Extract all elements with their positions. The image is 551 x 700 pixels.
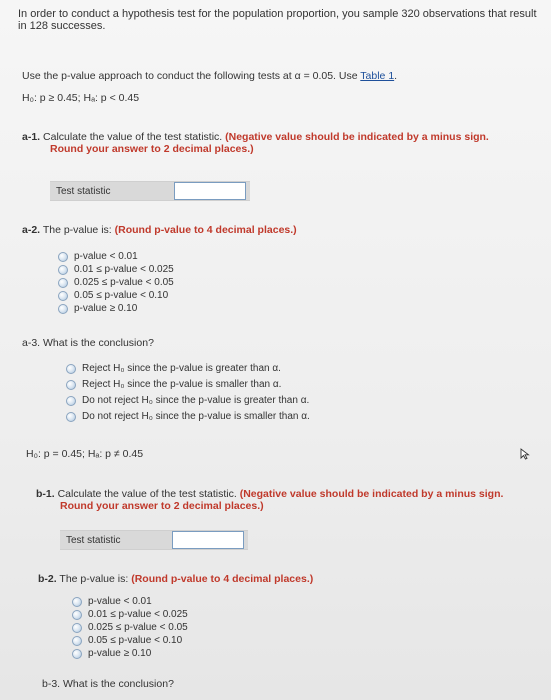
b2-option-2-label: 0.01 ≤ p-value < 0.025 <box>88 609 188 620</box>
b2-option-1-label: p-value < 0.01 <box>88 596 152 607</box>
a1-note2: Round your answer to 2 decimal places.) <box>50 143 254 155</box>
radio-icon[interactable] <box>72 597 82 607</box>
a1-test-statistic-input[interactable] <box>174 182 246 200</box>
hypothesis-a: H₀: p ≥ 0.45; Hₐ: p < 0.45 <box>22 92 140 104</box>
instructions <box>22 70 397 82</box>
a3-option-4-label: Do not reject H₀ since the p-value is smaller than α. <box>82 411 310 422</box>
a1-text: Calculate the value of the test statistic. <box>43 131 223 143</box>
b1-input-row <box>60 530 248 550</box>
a3-label: a-3. <box>22 337 41 349</box>
radio-icon[interactable] <box>58 291 68 301</box>
a2-text: The p-value is: <box>42 224 112 236</box>
b3-label: b-3. <box>42 678 61 690</box>
radio-icon[interactable] <box>58 265 68 275</box>
b2-label: b-2. <box>38 573 57 585</box>
a2-option-5-label: p-value ≥ 0.10 <box>74 303 138 314</box>
a2-option-5[interactable] <box>58 303 137 314</box>
radio-icon[interactable] <box>66 380 76 390</box>
b1-test-statistic-input[interactable] <box>172 531 244 549</box>
a2-option-2-label: 0.01 ≤ p-value < 0.025 <box>74 264 174 275</box>
a1-field-label: Test statistic <box>56 185 111 197</box>
a1-input-row <box>50 181 250 201</box>
a2-note: (Round p-value to 4 decimal places.) <box>114 224 297 236</box>
question-b1 <box>36 488 503 500</box>
a2-option-3-label: 0.025 ≤ p-value < 0.05 <box>74 277 174 288</box>
a3-option-4[interactable] <box>66 411 310 422</box>
a3-option-2[interactable] <box>66 379 281 390</box>
instructions-text: Use the p-value approach to conduct the following tests at α = 0.05. Use <box>22 70 361 82</box>
b2-option-4[interactable] <box>72 635 182 646</box>
a2-option-4[interactable] <box>58 290 168 301</box>
instructions-suffix: . <box>394 70 398 82</box>
radio-icon[interactable] <box>66 396 76 406</box>
a3-text: What is the conclusion? <box>43 337 154 349</box>
question-a2 <box>22 224 297 236</box>
a1-label: a-1. <box>22 131 41 143</box>
b2-option-2[interactable] <box>72 609 188 620</box>
b3-text: What is the conclusion? <box>63 678 174 690</box>
radio-icon[interactable] <box>58 278 68 288</box>
b2-option-3-label: 0.025 ≤ p-value < 0.05 <box>88 622 188 633</box>
question-a1 <box>22 131 489 143</box>
a3-option-3[interactable] <box>66 395 309 406</box>
a3-option-2-label: Reject H₀ since the p-value is smaller than α. <box>82 379 282 390</box>
a2-option-1[interactable] <box>58 251 138 262</box>
b2-text: The p-value is: <box>59 573 129 585</box>
b1-field-label: Test statistic <box>66 534 121 546</box>
a3-option-1[interactable] <box>66 363 281 374</box>
b2-option-5[interactable] <box>72 648 151 659</box>
a2-option-3[interactable] <box>58 277 174 288</box>
question-b2 <box>38 573 313 585</box>
radio-icon[interactable] <box>66 364 76 374</box>
radio-icon[interactable] <box>72 623 82 633</box>
mouse-cursor-icon <box>519 448 531 460</box>
radio-icon[interactable] <box>72 649 82 659</box>
b1-note2: Round your answer to 2 decimal places.) <box>60 500 264 512</box>
a2-option-4-label: 0.05 ≤ p-value < 0.10 <box>74 290 169 301</box>
a1-note1: (Negative value should be indicated by a minus sign. <box>225 131 489 143</box>
radio-icon[interactable] <box>72 610 82 620</box>
a3-option-1-label: Reject H₀ since the p-value is greater than α. <box>82 363 281 374</box>
a2-option-1-label: p-value < 0.01 <box>74 251 138 262</box>
b1-text: Calculate the value of the test statistic. <box>57 488 237 500</box>
b2-option-3[interactable] <box>72 622 188 633</box>
radio-icon[interactable] <box>58 252 68 262</box>
b1-note1: (Negative value should be indicated by a minus sign. <box>239 488 504 500</box>
radio-icon[interactable] <box>72 636 82 646</box>
b2-option-1[interactable] <box>72 596 152 607</box>
hypothesis-b: H₀: p = 0.45; Hₐ: p ≠ 0.45 <box>26 448 144 460</box>
b2-option-4-label: 0.05 ≤ p-value < 0.10 <box>88 635 183 646</box>
question-a3 <box>22 337 154 349</box>
b2-note: (Round p-value to 4 decimal places.) <box>131 573 314 585</box>
a2-option-2[interactable] <box>58 264 174 275</box>
a3-option-3-label: Do not reject H₀ since the p-value is greater than α. <box>82 395 310 406</box>
radio-icon[interactable] <box>66 412 76 422</box>
radio-icon[interactable] <box>58 304 68 314</box>
table-1-link[interactable]: Table 1 <box>360 70 395 82</box>
b1-label: b-1. <box>36 488 55 500</box>
b2-option-5-label: p-value ≥ 0.10 <box>88 648 152 659</box>
a2-label: a-2. <box>22 224 41 236</box>
intro-text: In order to conduct a hypothesis test for the population proportion, you sample 320 observations that result in 128 successes. <box>18 8 537 32</box>
question-b3 <box>42 678 174 690</box>
